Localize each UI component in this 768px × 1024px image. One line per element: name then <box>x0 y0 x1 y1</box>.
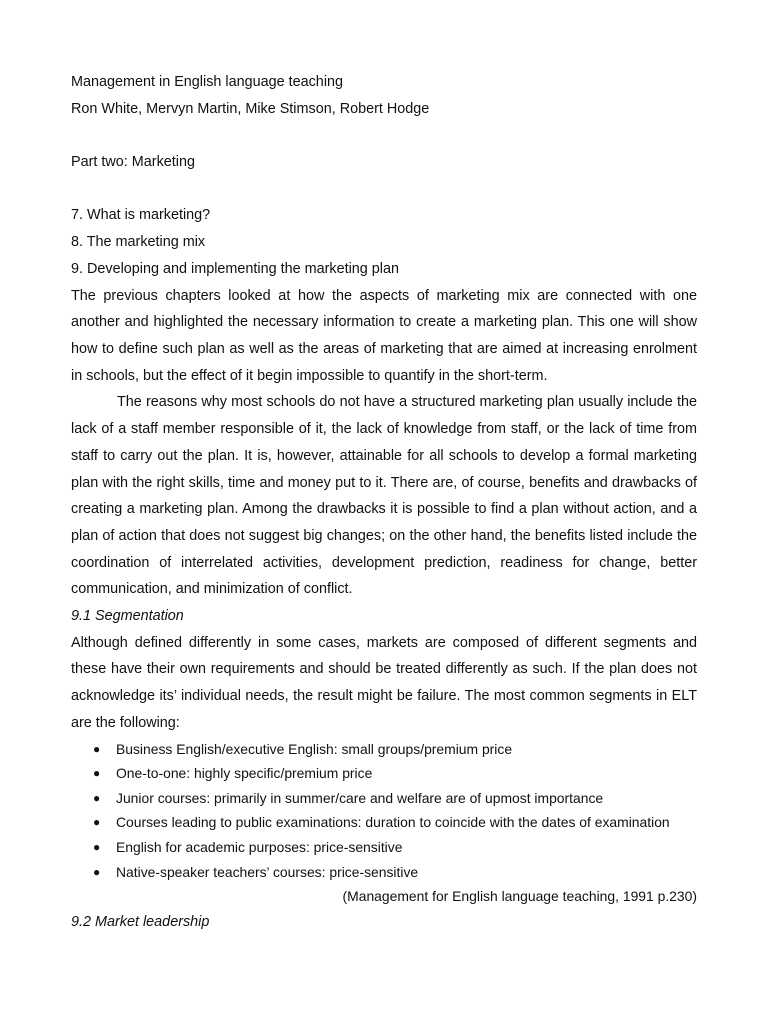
list-item <box>71 737 697 762</box>
spacer <box>71 176 697 203</box>
list-item <box>71 810 697 835</box>
bullet-icon: ● <box>93 815 101 830</box>
list-item-text: Junior courses: primarily in summer/care and welfare are of upmost importance <box>116 789 604 806</box>
segmentation-paragraph: Although defined differently in some cases, markets are composed of different segments and these have their own requirements and should be treated differently as such. If the plan does not acknowledge its’ individual needs, the result might be failure. The most common segments in ELT are the following: <box>71 634 697 731</box>
list-item <box>71 835 697 860</box>
list-item <box>71 860 697 885</box>
chapter-9: 9. Developing and implementing the marketing plan <box>71 260 399 277</box>
reasons-paragraph: The reasons why most schools do not have a structured marketing plan usually include the lack of a staff member responsible of it, the lack of knowledge from staff, or the lack of time from staff to carry out the plan. It is, however, attainable for all schools to develop a formal marketing plan with the right skills, time and money put to it. There are, of course, benefits and drawbacks of creating a marketing plan. Among the drawbacks it is possible to find a plan without action, and a plan of action that does not suggest big changes; on the other hand, the benefits listed include the coordination of interrelated activities, development prediction, readiness for change, better communication, and minimization of conflict. <box>71 394 697 598</box>
segment-list <box>71 737 697 885</box>
chapter-7: 7. What is marketing? <box>71 207 211 224</box>
book-title: Management in English language teaching <box>71 74 344 90</box>
list-item-text: Business English/executive English: small groups/premium price <box>116 740 513 757</box>
section-heading-segmentation: 9.1 Segmentation <box>71 608 184 625</box>
bullet-icon: ● <box>93 790 101 805</box>
list-item <box>71 761 697 786</box>
list-item-text: English for academic purposes: price-sensitive <box>116 838 403 855</box>
bullet-icon: ● <box>93 741 101 756</box>
part-title: Part two: Marketing <box>71 154 195 171</box>
bullet-icon: ● <box>93 864 101 879</box>
intro-paragraph: The previous chapters looked at how the aspects of marketing mix are connected with one another and highlighted the necessary information to create a marketing plan. This one will show how to define such plan as well as the areas of marketing that are aimed at increasing enrolment in schools, but the effect of it begin impossible to quantify in the short-term. <box>71 287 697 384</box>
document-page <box>71 69 697 935</box>
bullet-icon: ● <box>93 766 101 781</box>
section-heading-market-leadership: 9.2 Market leadership <box>71 913 210 930</box>
list-item-text: One-to-one: highly specific/premium price <box>116 765 373 782</box>
spacer <box>71 122 697 149</box>
list-item-text: Courses leading to public examinations: duration to coincide with the dates of examination <box>116 814 670 831</box>
bullet-icon: ● <box>93 839 101 854</box>
citation: (Management for English language teaching, 1991 p.230) <box>342 888 697 905</box>
list-item-text: Native-speaker teachers’ courses: price-sensitive <box>116 863 419 880</box>
chapter-8: 8. The marketing mix <box>71 234 206 251</box>
authors: Ron White, Mervyn Martin, Mike Stimson, Robert Hodge <box>71 100 430 117</box>
list-item <box>71 786 697 811</box>
